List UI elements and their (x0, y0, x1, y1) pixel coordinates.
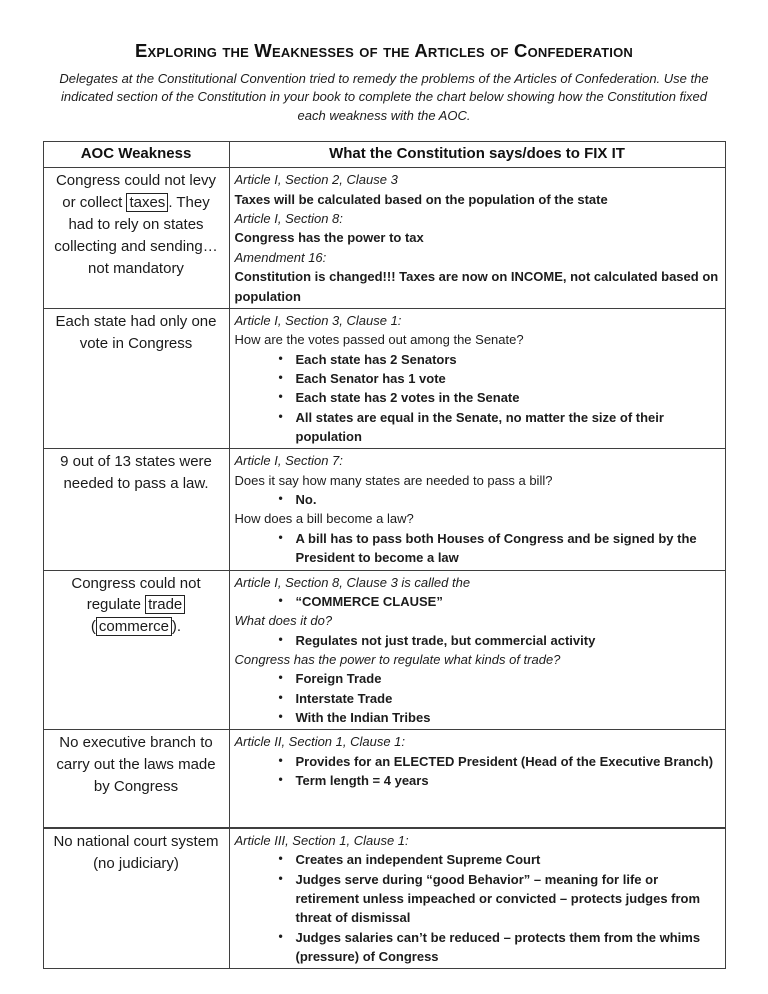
answer-line: Congress has the power to tax (234, 230, 424, 246)
bullet-icon: • (278, 369, 283, 384)
column-header-fix: What the Constitution says/does to FIX IT (229, 142, 725, 168)
bullet-item (235, 870, 720, 928)
bullet-icon: • (278, 491, 283, 506)
bullet-item (235, 592, 720, 611)
bullet-icon: • (278, 350, 283, 365)
page-title: Exploring the Weaknesses of the Articles of Confederation (134, 40, 634, 61)
citation-line: Article I, Section 8: (234, 211, 343, 227)
table-row (43, 828, 725, 969)
bullet-icon: • (278, 408, 283, 423)
intro-paragraph: Delegates at the Constitutional Convention tried to remedy the problems of the Articles of Confederation. Use the indicated section of the Constitution in your book to complete the chart below showing how the Constitution fixed each weakness with the AOC. (59, 71, 709, 123)
bullet-item (235, 350, 720, 369)
bullet-item (235, 771, 720, 790)
question-line: How are the votes passed out among the Senate? (234, 332, 524, 348)
bullet-icon: • (278, 389, 283, 404)
bullet-item (235, 752, 720, 771)
fix-cell (229, 570, 725, 730)
weakness-text: Each state had only one vote in Congress (55, 312, 217, 352)
weakness-cell (43, 730, 229, 828)
bullet-icon: • (278, 772, 283, 787)
weakness-cell (43, 449, 229, 570)
weakness-text: Congress could not levy or collect (55, 172, 217, 212)
bullet-text: Interstate Trade (295, 690, 393, 706)
citation-line: What does it do? (234, 613, 333, 629)
bullet-text: No. (295, 492, 317, 508)
question-line: Does it say how many states are needed to pass a bill? (234, 472, 553, 488)
bullet-item (235, 850, 720, 869)
weakness-text: ( (90, 618, 96, 636)
bullet-text: Each state has 2 votes in the Senate (295, 390, 520, 406)
table-row (43, 449, 725, 570)
bullet-item (235, 669, 720, 688)
table-row (43, 730, 725, 828)
answer-line: Taxes will be calculated based on the population of the state (234, 191, 608, 207)
bullet-item (235, 689, 720, 708)
weakness-text: . They had to rely on states collecting and sending…not mandatory (54, 194, 218, 277)
answer-line: Constitution is changed!!! Taxes are now on INCOME, not calculated based on population (234, 269, 719, 304)
bullet-text: All states are equal in the Senate, no matter the size of their population (295, 409, 664, 445)
weakness-cell (43, 570, 229, 730)
bullet-icon: • (278, 870, 283, 885)
header-row (43, 142, 725, 168)
weakness-cell (43, 168, 229, 309)
weakness-text: ). (171, 618, 182, 636)
bullet-icon: • (278, 928, 283, 943)
bullet-item (235, 631, 720, 650)
question-line: How does a bill become a law? (234, 511, 414, 527)
citation-line: Article I, Section 2, Clause 3 (234, 172, 398, 188)
bullet-text: Judges salaries can’t be reduced – protects them from the whims (pressure) of Congress (295, 929, 701, 965)
table-body (43, 168, 725, 969)
citation-line: Amendment 16: (234, 249, 327, 265)
bullet-item (235, 369, 720, 388)
bullet-item (235, 708, 720, 727)
bullet-text: Each state has 2 Senators (295, 351, 457, 367)
bullet-icon: • (278, 752, 283, 767)
column-header-weakness: AOC Weakness (43, 142, 229, 168)
bullet-icon: • (278, 851, 283, 866)
boxed-term: trade (145, 595, 185, 614)
bullet-text: Term length = 4 years (295, 773, 429, 789)
bullet-item (235, 388, 720, 407)
citation-line: Article I, Section 3, Clause 1: (234, 312, 402, 328)
bullet-text: Foreign Trade (295, 671, 382, 687)
bullet-item (235, 408, 720, 447)
citation-line: Congress has the power to regulate what kinds of trade? (234, 651, 561, 667)
weakness-cell (43, 828, 229, 969)
weakness-text: No national court system (no judiciary) (53, 832, 219, 872)
bullet-icon: • (278, 529, 283, 544)
citation-line: Article III, Section 1, Clause 1: (234, 832, 409, 848)
bullet-icon: • (278, 709, 283, 724)
table-row (43, 570, 725, 730)
fix-cell (229, 308, 725, 449)
bullet-text: Judges serve during “good Behavior” – meaning for life or retirement unless impeached or convicted – protects judges from threat of dismissal (295, 871, 701, 926)
bullet-text: Each Senator has 1 vote (295, 370, 446, 386)
bullet-text: “COMMERCE CLAUSE” (295, 593, 443, 609)
weakness-cell (43, 308, 229, 449)
citation-line: Article II, Section 1, Clause 1: (234, 734, 406, 750)
boxed-term: commerce (96, 617, 172, 636)
bullet-icon: • (278, 592, 283, 607)
table-row (43, 168, 725, 309)
bullet-item (235, 490, 720, 509)
bullet-item (235, 529, 720, 568)
weakness-text: 9 out of 13 states were needed to pass a law. (60, 453, 212, 493)
bullet-item (235, 928, 720, 967)
bullet-text: Creates an independent Supreme Court (295, 852, 541, 868)
worksheet-table (43, 141, 726, 969)
bullet-icon: • (278, 670, 283, 685)
citation-line: Article I, Section 8, Clause 3 is called the (234, 574, 471, 590)
bullet-text: A bill has to pass both Houses of Congress and be signed by the President to become a law (295, 530, 697, 566)
fix-cell (229, 168, 725, 309)
weakness-text: Congress could not regulate (71, 574, 201, 614)
table-row (43, 308, 725, 449)
bullet-text: Provides for an ELECTED President (Head of the Executive Branch) (295, 753, 714, 769)
bullet-text: With the Indian Tribes (295, 710, 431, 726)
bullet-text: Regulates not just trade, but commercial activity (295, 632, 596, 648)
boxed-term: taxes (126, 193, 168, 212)
weakness-text: No executive branch to carry out the laws made by Congress (56, 734, 216, 796)
bullet-icon: • (278, 631, 283, 646)
citation-line: Article I, Section 7: (234, 453, 343, 469)
bullet-icon: • (278, 689, 283, 704)
fix-cell (229, 730, 725, 828)
fix-cell (229, 449, 725, 570)
fix-cell (229, 828, 725, 969)
